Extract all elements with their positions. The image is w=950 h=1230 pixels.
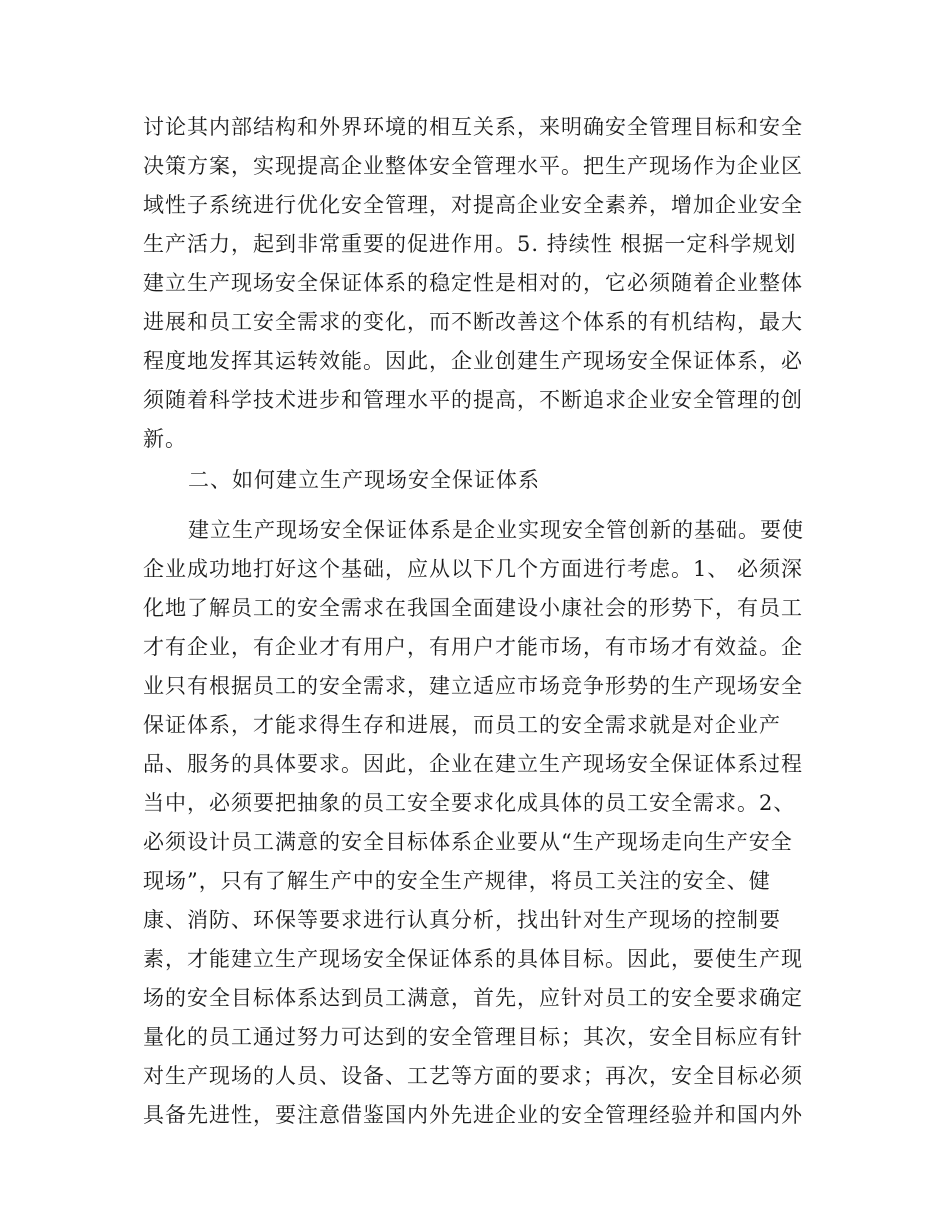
paragraph-2-line: 场的安全目标体系达到员工满意，首先，应针对员工的安全要求确定 <box>143 986 803 1010</box>
paragraph-2-line: 必须设计员工满意的安全目标体系企业要从“生产现场走向生产安全 <box>143 830 793 854</box>
paragraph-2-line: 业只有根据员工的安全需求，建立适应市场竞争形势的生产现场安全 <box>143 674 803 698</box>
paragraph-2-line: 建立生产现场安全保证体系是企业实现安全管创新的基础。要使 <box>188 518 804 542</box>
paragraph-1-line: 进展和员工安全需求的变化，而不断改善这个体系的有机结构，最大 <box>143 310 803 334</box>
paragraph-2-line: 对生产现场的人员、设备、工艺等方面的要求；再次，安全目标必须 <box>143 1064 803 1088</box>
section-heading: 二、如何建立生产现场安全保证体系 <box>188 468 540 492</box>
paragraph-1-line: 决策方案，实现提高企业整体安全管理水平。把生产现场作为企业区 <box>143 154 803 178</box>
paragraph-1-line: 域性子系统进行优化安全管理，对提高企业安全素养，增加企业安全 <box>143 193 803 217</box>
paragraph-2-line: 才有企业，有企业才有用户，有用户才能市场，有市场才有效益。企 <box>143 635 803 659</box>
paragraph-2-line: 具备先进性，要注意借鉴国内外先进企业的安全管理经验并和国内外 <box>143 1103 803 1127</box>
paragraph-1-line: 讨论其内部结构和外界环境的相互关系，来明确安全管理目标和安全 <box>143 115 803 139</box>
paragraph-2-line: 保证体系，才能求得生存和进展，而员工的安全需求就是对企业产 <box>143 713 781 737</box>
paragraph-2-line: 量化的员工通过努力可达到的安全管理目标；其次，安全目标应有针 <box>143 1025 803 1049</box>
paragraph-2-line: 素，才能建立生产现场安全保证体系的具体目标。因此，要使生产现 <box>143 947 803 971</box>
paragraph-2-line: 品、服务的具体要求。因此，企业在建立生产现场安全保证体系过程 <box>143 752 803 776</box>
paragraph-1-line: 程度地发挥其运转效能。因此，企业创建生产现场安全保证体系，必 <box>143 349 803 373</box>
paragraph-1-line: 建立生产现场安全保证体系的稳定性是相对的，它必须随着企业整体 <box>143 271 803 295</box>
paragraph-2-line: 化地了解员工的安全需求在我国全面建设小康社会的形势下，有员工 <box>143 596 803 620</box>
paragraph-2-line: 当中，必须要把抽象的员工安全要求化成具体的员工安全需求。2、 <box>143 791 796 815</box>
paragraph-1-line: 新。 <box>143 427 187 451</box>
paragraph-1-line: 生产活力，起到非常重要的促进作用。5. 持续性 根据一定科学规划 <box>143 232 797 256</box>
paragraph-2-line: 现场”，只有了解生产中的安全生产规律，将员工关注的安全、健 <box>143 869 771 893</box>
paragraph-2-line: 企业成功地打好这个基础，应从以下几个方面进行考虑。1、 必须深 <box>143 557 804 581</box>
paragraph-2-line: 康、消防、环保等要求进行认真分析，找出针对生产现场的控制要 <box>143 908 781 932</box>
paragraph-1-line: 须随着科学技术进步和管理水平的提高，不断追求企业安全管理的创 <box>143 388 803 412</box>
